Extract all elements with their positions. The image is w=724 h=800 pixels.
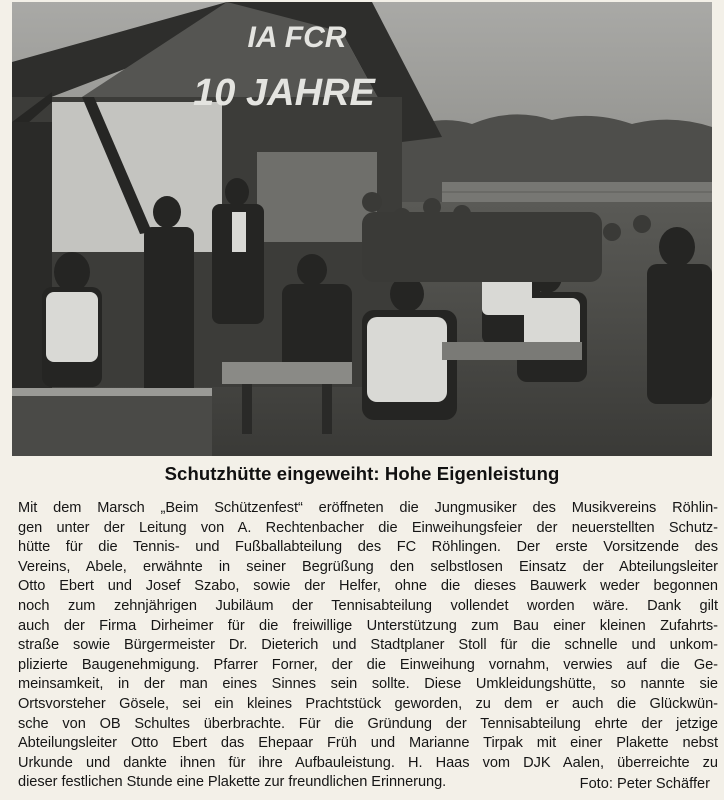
body-line: straße sowie Bürgermeister Dr. Dieterich und Stadtplaner Stoll für die schnelle und unkom- [18, 637, 718, 654]
body-line: noch zum zehnjährigen Jubiläum der Tennisabteilung vollendet worden wäre. Dank gilt [18, 597, 718, 614]
body-line: Ortsvorsteher Gösele, sei ein kleines Prachtstück geworden, zu dem er auch die Glückwün- [18, 695, 718, 712]
sign-text-line2: 10 JAHRE [193, 72, 375, 114]
body-line: sche von OB Schultes überbrachte. Für die Gründung der Tennisabteilung ehrte der jetzige [18, 715, 718, 732]
body-line-last: dieser festlichen Stunde eine Plakette zur freundlichen Erinnerung. [18, 774, 447, 791]
body-line: Mit dem Marsch „Beim Schützenfest“ eröffneten die Jungmusiker des Musikvereins Röhlin- [18, 500, 718, 516]
body-line: Abteilungsleiter Otto Ebert das Ehepaar Früh und Marianne Tirpak mit einer Plakette nebst [18, 735, 718, 752]
body-line: gen unter der Leitung von A. Rechtenbacher die Einweihungsfeier der neuerstellten Schutz- [18, 519, 718, 536]
body-line: Vereins, Abele, erwähnte in seiner Begrüßung den selbstlosen Einsatz der Abteilungsleiter [18, 558, 718, 575]
article-body [18, 499, 718, 793]
body-line: meinsamkeit, in der man eines Sinnes sein sollte. Diese Umkleidungshütte, so nannte sie [18, 676, 718, 693]
article-headline: Schutzhütte eingeweiht: Hohe Eigenleistung [164, 463, 560, 484]
sign-text-line1: IA FCR [247, 21, 347, 54]
body-line: plizierte Baugenehmigung. Pfarrer Forner, der die Einweihung vornahm, verwies auf die Ge- [18, 656, 718, 673]
article-photo [12, 2, 712, 456]
photo-credit: Foto: Peter Schäffer [579, 776, 710, 792]
body-line: Otto Ebert und Josef Szabo, sowie der Helfer, ohne die dieses Bauwerk weder begonnen [18, 578, 718, 595]
body-line: auch der Firma Dirheimer für die freiwillige Unterstützung zum Bau einer kleinen Zufahrts- [18, 617, 718, 634]
body-line: hütte für die Tennis- und Fußballabteilung des FC Röhlingen. Der erste Vorsitzende des [18, 539, 718, 556]
photo-illustration [12, 2, 712, 456]
body-line: Urkunde und dankte ihnen für ihre Aufbauleistung. H. Haas vom DJK Aalen, überreichte zu [18, 754, 718, 771]
